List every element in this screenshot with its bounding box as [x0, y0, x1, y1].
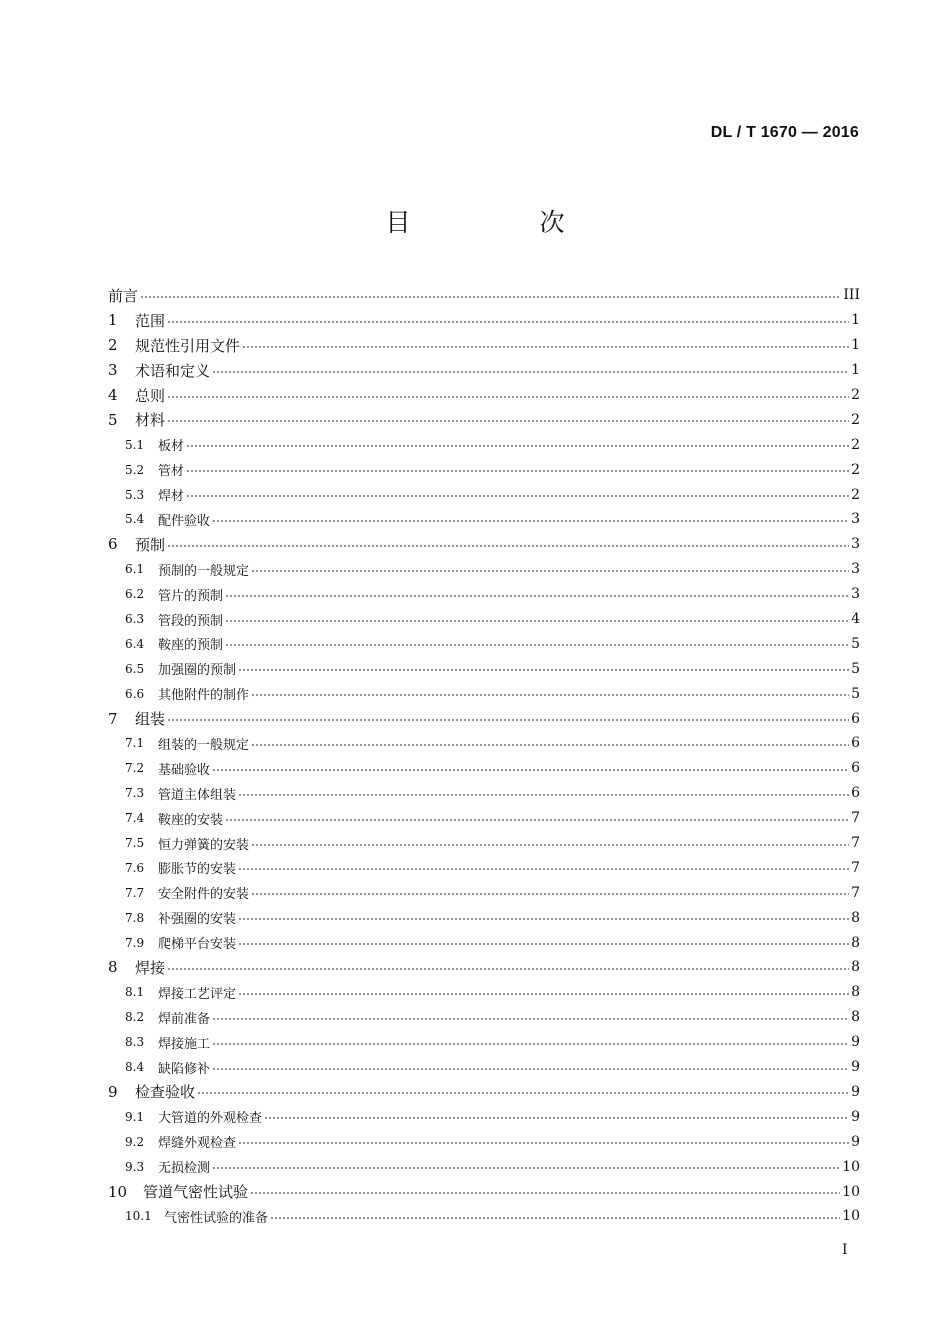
toc-entry[interactable]: [108, 1005, 860, 1030]
toc-entry-page: 8: [851, 934, 860, 951]
dot-leader: [167, 396, 849, 398]
toc-entry-page: 8: [851, 984, 860, 1001]
toc-entry-label: 恒力弹簧的安装: [158, 837, 250, 853]
toc-entry-label: 缺陷修补: [158, 1061, 211, 1077]
toc-entry-page: 8: [851, 959, 860, 976]
toc-entry-page: 8: [851, 1009, 860, 1026]
dot-leader: [225, 644, 849, 646]
toc-entry-page: 9: [851, 1059, 860, 1076]
toc-entry[interactable]: [108, 1030, 860, 1055]
toc-entry-number: 7: [108, 709, 118, 728]
toc-entry-page: 9: [851, 1034, 860, 1051]
toc-entry-page: 6: [851, 760, 860, 777]
dot-leader: [225, 595, 849, 597]
toc-entry[interactable]: [108, 706, 860, 731]
toc-entry-page: 2: [851, 411, 860, 428]
toc-entry-page: 10: [842, 1183, 860, 1200]
toc-entry[interactable]: [108, 681, 860, 706]
dot-leader: [212, 1167, 840, 1169]
dot-leader: [242, 346, 849, 348]
toc-entry-number: 7.3: [125, 786, 145, 801]
toc-entry-label: 预制: [135, 535, 166, 554]
toc-entry-page: 3: [851, 586, 860, 603]
toc-entry-page: 3: [851, 536, 860, 553]
toc-entry-label: 安全附件的安装: [158, 887, 250, 903]
toc-entry-label: 材料: [135, 411, 166, 430]
toc-entry-label: 管道主体组装: [158, 787, 237, 803]
toc-entry-label: 无损检测: [158, 1161, 211, 1177]
toc-entry[interactable]: [108, 831, 860, 856]
toc-entry-label: 焊前准备: [158, 1011, 211, 1027]
dot-leader: [251, 893, 849, 895]
toc-entry-page: 6: [851, 710, 860, 727]
dot-leader: [197, 1092, 849, 1094]
dot-leader: [251, 694, 849, 696]
toc-entry-label: 鞍座的安装: [158, 812, 224, 828]
dot-leader: [238, 794, 849, 796]
toc-entry[interactable]: [108, 955, 860, 980]
toc-entry-page: 10: [842, 1158, 860, 1175]
dot-leader: [186, 445, 849, 447]
toc-entry-page: 9: [851, 1083, 860, 1100]
dot-leader: [212, 1018, 849, 1020]
toc-entry-label: 膨胀节的安装: [158, 862, 237, 878]
toc-entry-page: 2: [851, 387, 860, 403]
toc-entry-page: 3: [851, 511, 860, 528]
toc-entry[interactable]: [108, 930, 860, 955]
toc-entry[interactable]: [108, 358, 860, 383]
toc-entry-label: 预制的一般规定: [158, 563, 250, 579]
toc-entry-page: 2: [851, 436, 860, 453]
toc-entry-number: 6: [108, 535, 118, 554]
toc-entry-label: 范围: [135, 311, 166, 330]
toc-entry-label: 检查验收: [135, 1083, 196, 1102]
toc-entry-label: 基础验收: [158, 762, 211, 778]
toc-entry[interactable]: [108, 1154, 860, 1179]
toc-entry-number: 6.5: [125, 661, 145, 676]
toc-entry-number: 1: [108, 311, 118, 330]
toc-entry-page: 7: [851, 884, 860, 901]
toc-entry-number: 8.3: [125, 1035, 145, 1050]
dot-leader: [167, 545, 849, 547]
toc-entry[interactable]: [108, 1104, 860, 1129]
toc-entry-number: 2: [108, 336, 118, 355]
toc-entry-number: 8.1: [125, 985, 145, 1000]
toc-entry-number: 9: [108, 1082, 118, 1101]
toc-entry-label: 鞍座的预制: [158, 638, 224, 654]
toc-entry-page: 5: [851, 635, 860, 652]
toc-entry-page: 2: [851, 461, 860, 478]
dot-leader: [212, 769, 849, 771]
toc-entry-page: 3: [851, 561, 860, 578]
dot-leader: [251, 844, 849, 846]
page-number: I: [842, 1242, 848, 1258]
toc-entry[interactable]: [108, 1055, 860, 1080]
toc-entry[interactable]: [108, 482, 860, 507]
toc-entry-label: 焊接工艺评定: [158, 986, 237, 1002]
toc-entry-page: 5: [851, 660, 860, 677]
dot-leader: [264, 1117, 849, 1119]
toc-entry-number: 7.9: [125, 935, 145, 950]
toc-entry-number: 5.1: [125, 437, 145, 452]
toc-entry-label: 加强圈的预制: [158, 663, 237, 679]
toc-entry-label: 术语和定义: [135, 361, 211, 380]
toc-entry-label: 其他附件的制作: [158, 688, 250, 704]
toc-entry-number: 6.4: [125, 636, 145, 651]
toc-entry-number: 9.2: [125, 1134, 145, 1149]
toc-entry-page: 7: [851, 859, 860, 876]
dot-leader: [167, 968, 849, 970]
toc-entry-label: 气密性试验的准备: [164, 1210, 269, 1226]
toc-entry-number: 7.5: [125, 836, 145, 851]
toc-entry-page: 6: [851, 735, 860, 752]
toc-entry-page: 7: [851, 810, 860, 827]
toc-entry-label: 规范性引用文件: [135, 336, 241, 355]
toc-entry[interactable]: [108, 383, 860, 408]
toc-entry-label: 板材: [158, 439, 185, 455]
toc-entry-page: 8: [851, 909, 860, 926]
toc-entry-label: 前言: [108, 286, 139, 305]
toc-entry[interactable]: [108, 631, 860, 656]
table-of-contents: [108, 283, 860, 1229]
toc-entry[interactable]: [108, 283, 860, 308]
dot-leader: [212, 520, 849, 522]
dot-leader: [238, 669, 849, 671]
toc-entry-number: 10.1: [125, 1209, 152, 1224]
toc-entry-number: 6.3: [125, 612, 145, 627]
toc-entry-page: 2: [851, 486, 860, 503]
toc-entry-number: 5.3: [125, 487, 145, 502]
toc-entry-number: 8.2: [125, 1010, 145, 1025]
toc-entry-number: 10: [108, 1182, 128, 1201]
toc-entry-number: 7.8: [125, 910, 145, 925]
toc-entry[interactable]: [108, 1080, 860, 1105]
dot-leader: [238, 943, 849, 945]
toc-entry-number: 4: [108, 386, 118, 404]
toc-entry-label: 爬梯平台安装: [158, 937, 237, 953]
toc-entry[interactable]: [108, 905, 860, 930]
toc-entry-number: 7.6: [125, 860, 145, 875]
dot-leader: [238, 868, 849, 870]
toc-entry[interactable]: [108, 308, 860, 333]
toc-entry-number: 7.7: [125, 885, 145, 900]
dot-leader: [167, 321, 849, 323]
toc-entry-label: 焊材: [158, 489, 185, 505]
toc-entry-page: 1: [851, 337, 860, 354]
dot-leader: [250, 1192, 840, 1194]
document-code: DL / T 1670 — 2016: [710, 124, 859, 141]
dot-leader: [225, 819, 849, 821]
toc-entry[interactable]: [108, 1129, 860, 1154]
toc-entry-page: 10: [842, 1208, 860, 1225]
toc-entry-label: 大管道的外观检查: [158, 1111, 263, 1127]
toc-entry-number: 7.2: [125, 761, 145, 776]
toc-entry[interactable]: [108, 557, 860, 582]
toc-entry-page: 1: [851, 312, 860, 329]
toc-entry-number: 5: [108, 410, 118, 429]
toc-entry[interactable]: [108, 1204, 860, 1229]
toc-entry-number: 8: [108, 958, 118, 977]
toc-entry[interactable]: [108, 880, 860, 905]
dot-leader: [251, 570, 849, 572]
toc-entry[interactable]: [108, 781, 860, 806]
toc-entry-page: 9: [851, 1108, 860, 1125]
dot-leader: [186, 470, 849, 472]
toc-entry-number: 9.1: [125, 1109, 145, 1124]
toc-entry-label: 组装的一般规定: [158, 737, 250, 753]
toc-entry[interactable]: [108, 806, 860, 831]
toc-entry-page: III: [843, 287, 860, 304]
toc-entry[interactable]: [108, 333, 860, 358]
dot-leader: [140, 296, 841, 298]
toc-entry-number: 5.4: [125, 512, 145, 527]
toc-entry-label: 组装: [135, 710, 166, 729]
toc-entry[interactable]: [108, 855, 860, 880]
toc-entry[interactable]: [108, 432, 860, 457]
toc-entry-number: 5.2: [125, 462, 145, 477]
toc-entry-page: 9: [851, 1133, 860, 1150]
toc-entry-label: 配件验收: [158, 513, 211, 529]
toc-entry[interactable]: [108, 656, 860, 681]
toc-entry-number: 7.1: [125, 736, 145, 751]
toc-entry[interactable]: [108, 532, 860, 557]
toc-entry[interactable]: [108, 607, 860, 632]
dot-leader: [251, 744, 849, 746]
toc-entry-page: 1: [851, 362, 860, 379]
dot-leader: [212, 371, 849, 373]
toc-entry-number: 6.1: [125, 562, 145, 577]
toc-entry-label: 管片的预制: [158, 588, 224, 604]
dot-leader: [186, 495, 849, 497]
toc-entry-page: 7: [851, 835, 860, 852]
dot-leader: [167, 420, 849, 422]
toc-entry-number: 6.6: [125, 686, 145, 701]
dot-leader: [238, 993, 849, 995]
toc-entry-label: 补强圈的安装: [158, 912, 237, 928]
toc-entry-label: 管材: [158, 464, 185, 480]
toc-entry[interactable]: [108, 1179, 860, 1204]
toc-entry-label: 焊缝外观检查: [158, 1136, 237, 1152]
toc-entry[interactable]: [108, 731, 860, 756]
toc-entry-label: 管段的预制: [158, 613, 224, 629]
toc-entry-page: 4: [851, 611, 860, 628]
toc-entry-number: 6.2: [125, 587, 145, 602]
toc-entry-page: 5: [851, 685, 860, 702]
toc-entry-label: 总则: [135, 386, 166, 405]
toc-entry-number: 7.4: [125, 811, 145, 826]
dot-leader: [212, 1068, 849, 1070]
toc-entry[interactable]: [108, 756, 860, 781]
toc-entry[interactable]: [108, 407, 860, 432]
toc-entry[interactable]: [108, 980, 860, 1005]
toc-entry-label: 焊接: [135, 958, 166, 977]
toc-entry-page: 6: [851, 785, 860, 802]
toc-entry-number: 9.3: [125, 1159, 145, 1174]
toc-entry-number: 8.4: [125, 1060, 145, 1075]
toc-entry-number: 3: [108, 361, 118, 380]
page-title: 目 次: [385, 208, 617, 237]
dot-leader: [238, 1142, 849, 1144]
toc-entry-label: 焊接施工: [158, 1036, 211, 1052]
dot-leader: [167, 719, 849, 721]
dot-leader: [225, 620, 849, 622]
dot-leader: [238, 918, 849, 920]
toc-entry-label: 管道气密性试验: [143, 1183, 249, 1201]
toc-entry[interactable]: [108, 457, 860, 482]
dot-leader: [270, 1217, 840, 1219]
toc-entry[interactable]: [108, 507, 860, 532]
dot-leader: [212, 1043, 849, 1045]
toc-entry[interactable]: [108, 582, 860, 607]
